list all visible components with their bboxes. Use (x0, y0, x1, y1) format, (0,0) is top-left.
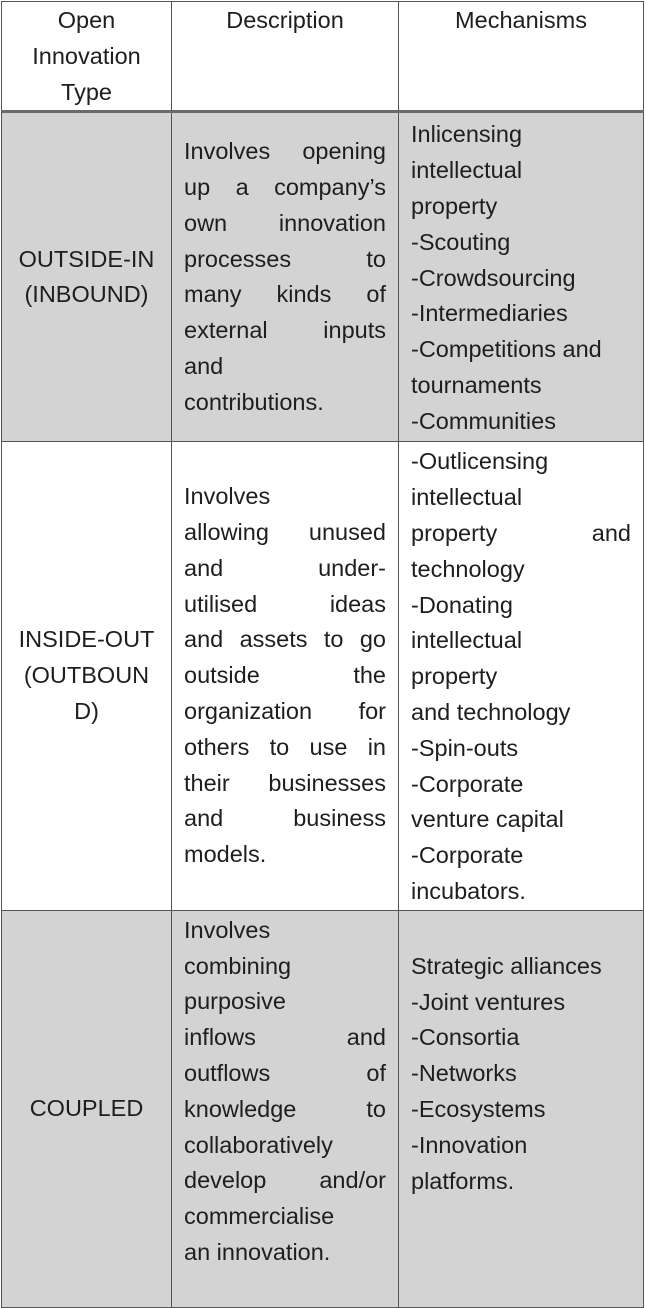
description-line: an innovation. (184, 1238, 331, 1265)
description-line: utilised ideas (184, 590, 386, 617)
mechanism-line: -Crowdsourcing (411, 264, 576, 291)
description-line: many kinds of (184, 281, 386, 308)
mechanism-line: property (411, 663, 498, 690)
mechanism-line: -Innovation (411, 1131, 528, 1158)
cell-description (172, 910, 399, 1307)
table-row-coupled (2, 910, 644, 1307)
mechanism-line: -Consortia (411, 1024, 520, 1051)
description-line: models. (184, 841, 267, 868)
header-type-line: Type (61, 78, 112, 105)
open-innovation-table (1, 1, 644, 1308)
description-line: knowledge to (184, 1095, 386, 1122)
description-line: external inputs (184, 317, 386, 344)
description-line: combining (184, 952, 292, 979)
mechanism-line: Strategic alliances (411, 952, 602, 979)
table-row-outside-in (2, 112, 644, 442)
description-line: allowing unused (184, 518, 386, 545)
description-line: outside the (184, 662, 386, 689)
description-line: Involves opening (184, 138, 386, 165)
type-line: OUTSIDE-IN (18, 245, 155, 272)
mechanism-line: property (411, 192, 498, 219)
description-line: their businesses (184, 769, 386, 796)
description-line: and assets to go (184, 626, 386, 653)
cell-type (2, 112, 172, 442)
description-line: outflows of (184, 1059, 386, 1086)
header-mechanisms: Mechanisms (399, 2, 644, 112)
type-line: D) (74, 697, 99, 724)
mechanism-line: -Joint ventures (411, 988, 566, 1015)
mechanism-line: -Networks (411, 1060, 517, 1087)
header-type-line: Innovation (32, 42, 141, 69)
description-line: contributions. (184, 388, 324, 415)
description-line: organization for (184, 697, 386, 724)
type-line: (OUTBOUN (23, 662, 150, 689)
description-line: and under- (184, 554, 386, 581)
description-line: up a company’s (184, 174, 386, 200)
mechanism-line: property and (411, 519, 631, 546)
cell-mechanisms (399, 910, 644, 1307)
mechanism-line: -Intermediaries (411, 300, 568, 327)
mechanism-line: -Corporate (411, 770, 524, 797)
header-description: Description (172, 2, 399, 112)
mechanism-line: -Spin-outs (411, 734, 519, 761)
mechanism-line: -Competitions and (411, 336, 602, 363)
mechanism-line: -Corporate (411, 842, 524, 869)
mechanism-line: and technology (411, 698, 571, 725)
description-line: purposive (184, 988, 286, 1015)
mechanism-line: -Ecosystems (411, 1095, 546, 1122)
table-row-inside-out (2, 442, 644, 910)
mechanism-line: venture capital (411, 806, 564, 833)
mechanism-line: platforms. (411, 1167, 515, 1194)
description-line: Involves (184, 483, 271, 510)
description-line: collaboratively (184, 1131, 333, 1158)
table-header-row (2, 2, 644, 112)
cell-type (2, 442, 172, 910)
mechanism-line: tournaments (411, 371, 542, 398)
header-open-innovation-type (2, 2, 172, 112)
mechanism-line: intellectual (411, 157, 523, 184)
description-line: processes to (184, 245, 386, 272)
cell-mechanisms (399, 442, 644, 910)
mechanism-line: -Scouting (411, 228, 511, 255)
cell-type (2, 910, 172, 1307)
type-line: COUPLED (29, 1094, 144, 1121)
cell-description (172, 442, 399, 910)
description-line: develop and/or (184, 1167, 386, 1194)
description-line: own innovation (184, 209, 386, 236)
mechanism-line: -Outlicensing (411, 448, 549, 475)
mechanism-line: incubators. (411, 877, 526, 904)
cell-description (172, 112, 399, 442)
mechanism-line: Inlicensing (411, 121, 523, 148)
description-line: commercialise (184, 1203, 335, 1230)
description-line: Involves (184, 916, 271, 943)
mechanism-line: technology (411, 555, 525, 582)
description-line: and (184, 352, 224, 379)
type-line: INSIDE-OUT (18, 626, 155, 653)
description-line: and business (184, 805, 386, 832)
cell-mechanisms (399, 112, 644, 442)
mechanism-line: -Donating (411, 591, 513, 618)
mechanism-line: intellectual (411, 627, 523, 654)
description-line: inflows and (184, 1024, 386, 1051)
type-line: (INBOUND) (24, 281, 149, 308)
mechanism-line: intellectual (411, 484, 523, 511)
description-line: others to use in (184, 733, 386, 760)
mechanism-line: -Communities (411, 407, 556, 434)
header-type-line: Open (57, 7, 116, 33)
